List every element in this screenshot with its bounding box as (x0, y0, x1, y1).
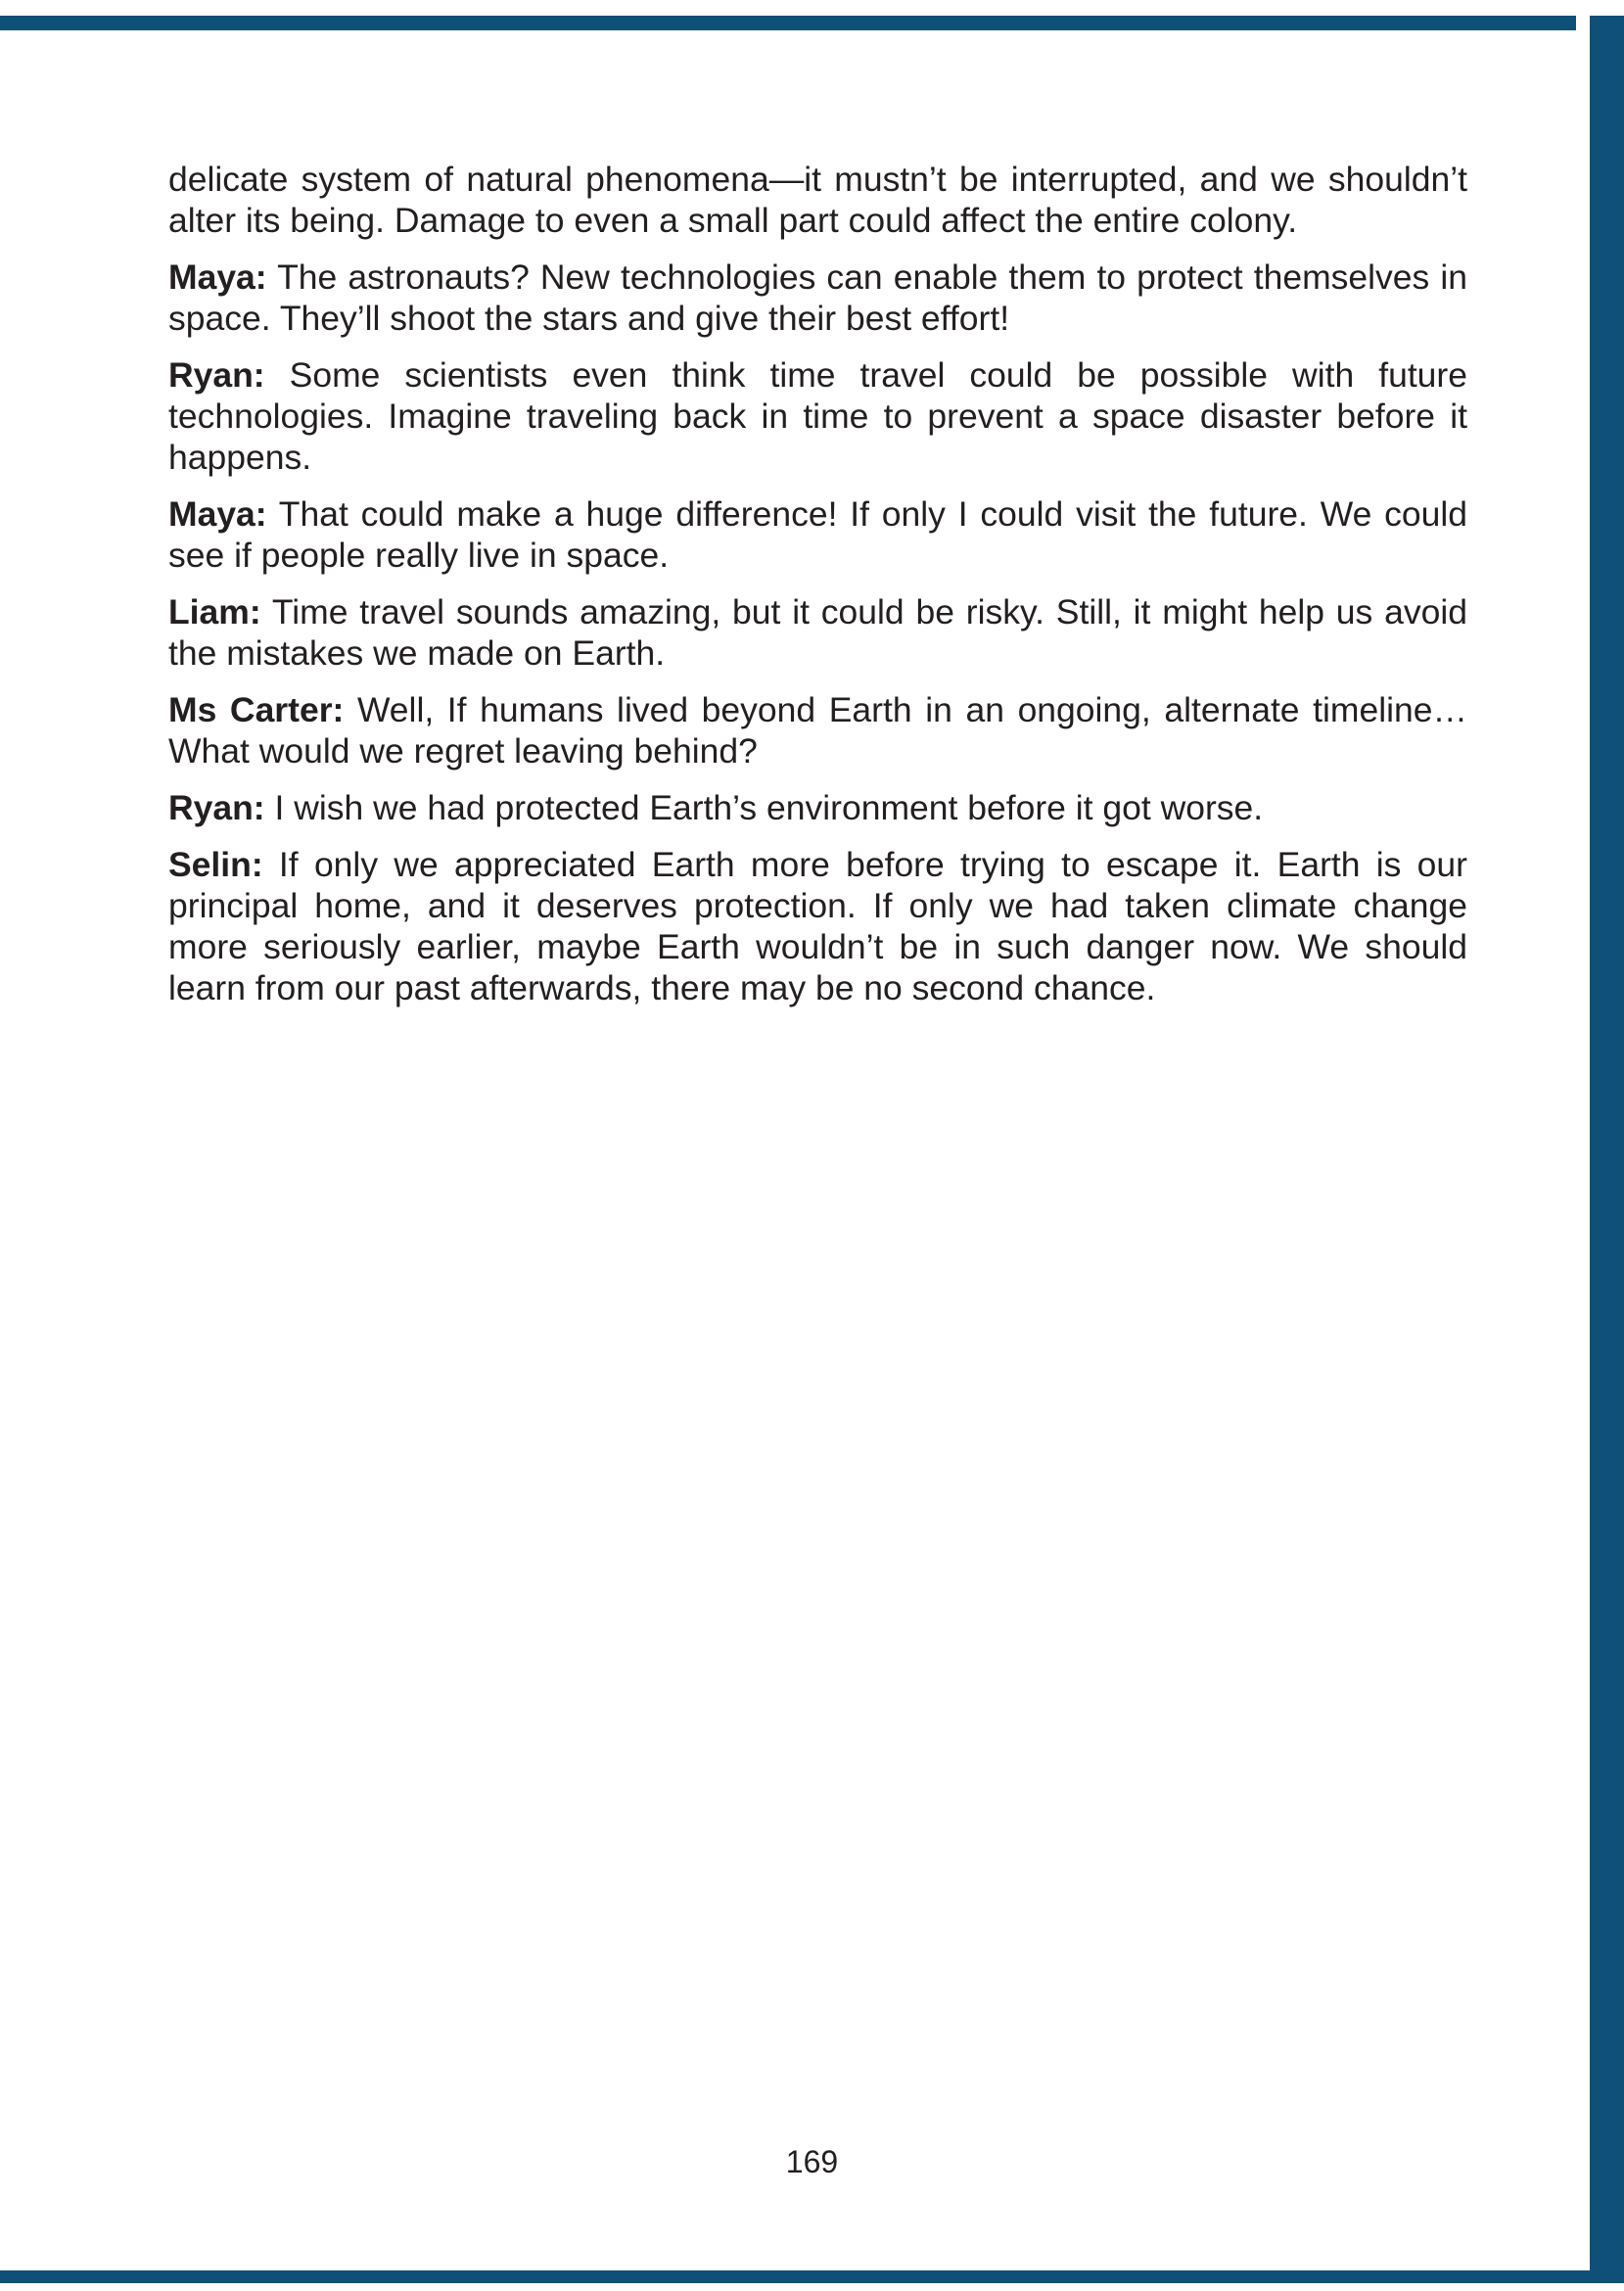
paragraph-text: I wish we had protected Earth’s environment before it got worse. (264, 788, 1264, 827)
speaker-label: Liam: (168, 592, 261, 631)
paragraph-text: Well, If humans lived beyond Earth in an ongoing, alternate timeline… What would we regret leaving behind? (168, 690, 1467, 771)
paragraph-text: Some scientists even think time travel could be possible with future technologies. Imagine traveling back in time to prevent a space disaster before it happens. (168, 355, 1467, 477)
paragraph-text: delicate system of natural phenomena—it mustn’t be interrupted, and we shouldn’t alter its being. Damage to even a small part could affect the entire colony. (168, 160, 1467, 240)
paragraph-text: Time travel sounds amazing, but it could be risky. Still, it might help us avoid the mistakes we made on Earth. (168, 592, 1467, 673)
speaker-label: Maya: (168, 257, 267, 297)
speaker-label: Ms Carter: (168, 690, 345, 729)
paragraph-text: The astronauts? New technologies can enable them to protect themselves in space. They’ll shoot the stars and give their best effort! (168, 257, 1467, 338)
speaker-label: Selin: (168, 845, 263, 884)
speaker-label: Ryan: (168, 355, 265, 395)
dialogue-line-ryan (168, 787, 1467, 828)
paragraph-continuation (168, 159, 1467, 241)
page-number: 169 (785, 2144, 839, 2179)
dialogue-line-selin (168, 844, 1467, 1008)
paragraph-text: If only we appreciated Earth more before trying to escape it. Earth is our principal home, and it deserves protection. If only we had taken climate change more seriously earlier, maybe Earth wouldn’t be in such danger now. We should learn from our past afterwards, there may be no second chance. (168, 845, 1467, 1007)
paragraph-text: That could make a huge difference! If only I could visit the future. We could see if people really live in space. (168, 494, 1467, 575)
dialogue-line-ms-carter (168, 689, 1467, 771)
dialogue-line-ryan (168, 354, 1467, 478)
dialogue-text (168, 159, 1467, 1024)
page-border-right (1590, 16, 1624, 2283)
speaker-label: Maya: (168, 494, 267, 534)
dialogue-line-maya (168, 493, 1467, 576)
dialogue-line-maya (168, 257, 1467, 339)
dialogue-line-liam (168, 591, 1467, 674)
speaker-label: Ryan: (168, 788, 265, 827)
page-border-bottom (0, 2270, 1624, 2283)
page-border-top (0, 16, 1576, 30)
